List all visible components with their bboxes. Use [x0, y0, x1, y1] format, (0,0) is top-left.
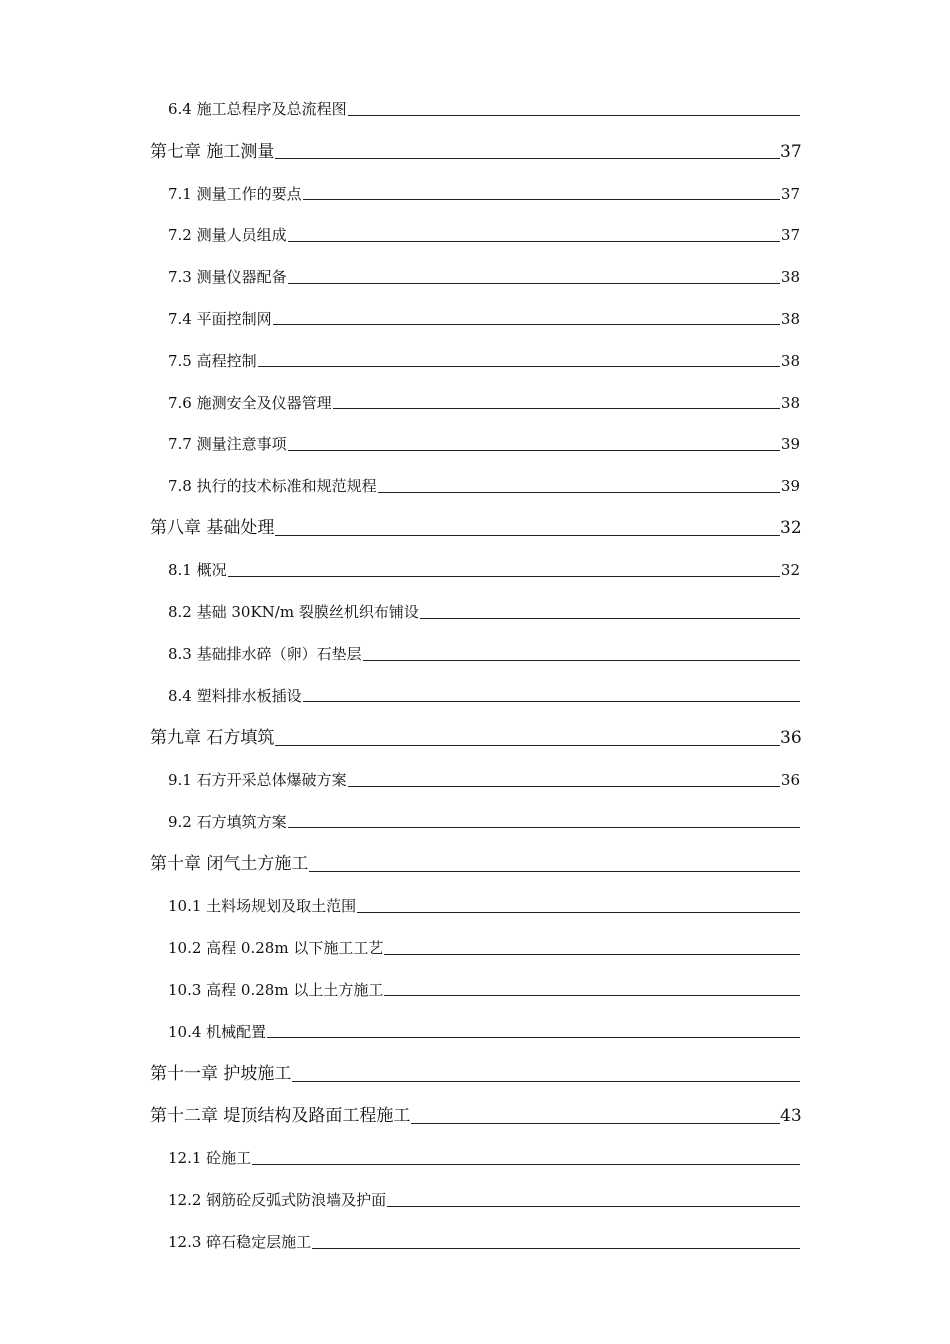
toc-leader-line	[273, 324, 780, 325]
toc-section-entry	[150, 1215, 800, 1257]
toc-page-number: 32	[780, 561, 800, 580]
toc-leader-line	[333, 408, 780, 409]
toc-chapter-entry	[150, 1089, 800, 1132]
toc-entry-label: 6.4 施工总程序及总流程图	[168, 100, 347, 119]
toc-page-number: 38	[780, 309, 800, 328]
toc-leader-line	[378, 492, 780, 493]
toc-page-number: 39	[780, 477, 800, 496]
toc-entry-label: 8.3 基础排水碎（卵）石垫层	[168, 645, 362, 664]
toc-entry-label: 7.3 测量仪器配备	[168, 268, 287, 287]
toc-leader-line	[275, 745, 780, 746]
toc-page-number: 37	[780, 141, 802, 162]
toc-leader-line	[303, 701, 800, 702]
toc-leader-line	[252, 1164, 800, 1165]
toc-section-entry	[150, 879, 800, 921]
toc-page-number: 37	[780, 184, 800, 203]
toc-leader-line	[420, 618, 800, 619]
toc-section-entry	[150, 1131, 800, 1173]
toc-entry-label: 7.4 平面控制网	[168, 309, 272, 328]
toc-leader-line	[387, 1206, 800, 1207]
toc-section-entry	[150, 292, 800, 334]
toc-leader-line	[288, 241, 780, 242]
toc-leader-line	[275, 535, 780, 536]
toc-entry-label: 第十二章 堤顶结构及路面工程施工	[150, 1106, 411, 1127]
toc-entry-label: 7.6 施测安全及仪器管理	[168, 393, 332, 412]
toc-chapter-entry	[150, 1046, 800, 1089]
toc-entry-label: 第十一章 护坡施工	[150, 1063, 292, 1084]
toc-leader-line	[312, 1248, 800, 1249]
toc-entry-label: 12.1 砼施工	[168, 1149, 252, 1168]
toc-leader-line	[309, 871, 800, 872]
toc-page-number: 32	[780, 518, 802, 539]
toc-leader-line	[292, 1081, 800, 1082]
toc-chapter-entry	[150, 836, 800, 879]
toc-section-entry	[150, 627, 800, 669]
toc-entry-label: 8.4 塑料排水板插设	[168, 686, 302, 705]
toc-leader-line	[258, 366, 780, 367]
toc-page-number: 38	[780, 351, 800, 370]
toc-entry-label: 7.5 高程控制	[168, 351, 257, 370]
toc-page-number: 38	[780, 268, 800, 287]
toc-chapter-entry	[150, 124, 800, 167]
toc-section-entry	[150, 543, 800, 585]
toc-entry-label: 12.3 碎石稳定层施工	[168, 1233, 312, 1252]
toc-section-entry	[150, 166, 800, 208]
toc-leader-line	[363, 660, 800, 661]
toc-leader-line	[348, 115, 800, 116]
toc-entry-label: 9.1 石方开采总体爆破方案	[168, 771, 347, 790]
toc-page-number: 36	[780, 728, 802, 749]
toc-entry-label: 8.2 基础 30KN/m 裂膜丝机织布铺设	[168, 603, 419, 622]
toc-entry-label: 8.1 概况	[168, 561, 227, 580]
toc-entry-label: 10.2 高程 0.28m 以下施工工艺	[168, 939, 384, 958]
toc-section-entry	[150, 1173, 800, 1215]
toc-entry-label: 7.1 测量工作的要点	[168, 184, 302, 203]
toc-entry-label: 第九章 石方填筑	[150, 728, 275, 749]
toc-entry-label: 第十章 闭气土方施工	[150, 854, 309, 875]
toc-section-entry	[150, 753, 800, 795]
toc-leader-line	[288, 283, 780, 284]
toc-entry-label: 9.2 石方填筑方案	[168, 812, 287, 831]
toc-leader-line	[228, 576, 780, 577]
toc-leader-line	[275, 158, 780, 159]
toc-entry-label: 第八章 基础处理	[150, 518, 275, 539]
toc-leader-line	[267, 1037, 800, 1038]
toc-page-number: 36	[780, 771, 800, 790]
toc-section-entry	[150, 963, 800, 1005]
toc-leader-line	[348, 786, 780, 787]
toc-section-entry	[150, 795, 800, 837]
toc-chapter-entry	[150, 501, 800, 544]
toc-leader-line	[288, 827, 800, 828]
toc-chapter-entry	[150, 710, 800, 753]
toc-leader-line	[384, 954, 800, 955]
toc-leader-line	[357, 912, 800, 913]
toc-section-entry	[150, 1004, 800, 1046]
toc-leader-line	[303, 199, 780, 200]
toc-entry-label: 7.7 测量注意事项	[168, 435, 287, 454]
toc-entry-label: 7.8 执行的技术标准和规范规程	[168, 477, 377, 496]
toc-leader-line	[288, 450, 780, 451]
toc-entry-label: 7.2 测量人员组成	[168, 226, 287, 245]
toc-section-entry	[150, 208, 800, 250]
toc-page-number: 43	[780, 1106, 802, 1127]
toc-entry-label: 10.3 高程 0.28m 以上土方施工	[168, 980, 384, 999]
toc-leader-line	[384, 995, 800, 996]
toc-page-number: 37	[780, 226, 800, 245]
toc-section-entry	[150, 459, 800, 501]
toc-entry-label: 12.2 钢筋砼反弧式防浪墙及护面	[168, 1191, 387, 1210]
toc-section-entry	[150, 375, 800, 417]
toc-section-entry	[150, 417, 800, 459]
toc-section-entry	[150, 250, 800, 292]
toc-section-entry	[150, 585, 800, 627]
toc-entry-label: 10.1 土料场规划及取土范围	[168, 897, 357, 916]
toc-section-entry	[150, 669, 800, 711]
toc-entry-label: 10.4 机械配置	[168, 1022, 267, 1041]
toc-entry-label: 第七章 施工测量	[150, 141, 275, 162]
toc-section-entry	[150, 333, 800, 375]
toc-section-entry	[150, 82, 800, 124]
toc-leader-line	[411, 1123, 780, 1124]
toc-page-number: 38	[780, 393, 800, 412]
toc-page-number: 39	[780, 435, 800, 454]
table-of-contents	[150, 82, 800, 1257]
toc-section-entry	[150, 921, 800, 963]
